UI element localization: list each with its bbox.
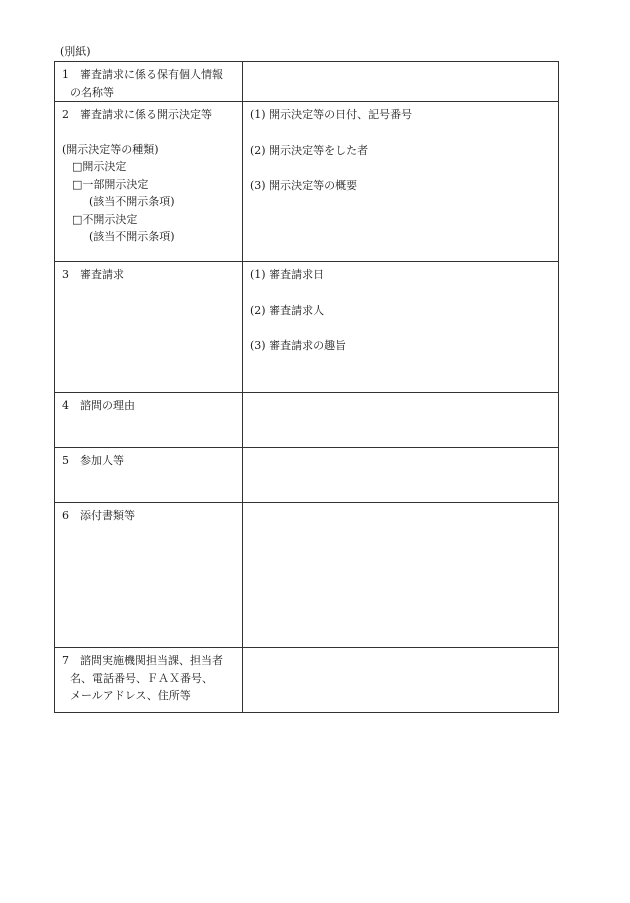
row-2-subitem-2: (2) 開示決定等をした者 [250, 143, 369, 157]
row-3-content-cell [243, 262, 559, 393]
row-3-label-line-1: 3 審査請求 [62, 268, 124, 281]
row-3-subitem-2: (2) 審査請求人 [250, 303, 325, 317]
row-7-label-line-2: 名、電話番号、ＦＡＸ番号、 [70, 671, 213, 685]
row-4-content-cell [243, 393, 559, 448]
row-6-label-line-1: 6 添付書類等 [62, 509, 135, 522]
row-3-label-cell [55, 262, 243, 393]
form-row-1 [55, 62, 559, 102]
consultation-form-table [54, 61, 559, 713]
form-row-6 [55, 503, 559, 648]
row-2-label-cell [55, 102, 243, 262]
partial-nondisclosure-clause-label: (該当不開示条項) [89, 195, 175, 208]
nondisclosure-clause-label: (該当不開示条項) [89, 230, 175, 243]
row-2-content-cell [243, 102, 559, 262]
row-7-label-cell [55, 648, 243, 713]
form-row-2 [55, 102, 559, 262]
form-row-4 [55, 393, 559, 448]
form-row-7 [55, 648, 559, 713]
row-7-label-line-3: メールアドレス、住所等 [70, 689, 191, 702]
row-5-label-cell [55, 448, 243, 503]
row-7-content-cell [243, 648, 559, 713]
row-4-label-line-1: 4 諮問の理由 [62, 399, 135, 412]
row-7-label-line-1: 7 諮問実施機関担当課、担当者 [62, 654, 223, 667]
row-1-label-cell [55, 62, 243, 102]
checkbox-full-disclosure: □開示決定 [72, 160, 127, 173]
form-row-3 [55, 262, 559, 393]
checkbox-nondisclosure: □不開示決定 [72, 212, 138, 226]
row-5-label-line-1: 5 参加人等 [62, 454, 124, 467]
row-1-label-line-1: 1 審査請求に係る保有個人情報 [62, 68, 223, 81]
row-2-label-line-1: 2 審査請求に係る開示決定等 [62, 108, 212, 121]
attachment-label: (別紙) [60, 45, 91, 58]
checkbox-partial-disclosure: □一部開示決定 [72, 177, 149, 191]
row-4-label-cell [55, 393, 243, 448]
row-1-label-line-2: の名称等 [70, 85, 114, 99]
row-2-subitem-1: (1) 開示決定等の日付、記号番号 [250, 108, 413, 121]
row-6-content-cell [243, 503, 559, 648]
row-3-subitem-1: (1) 審査請求日 [250, 268, 325, 281]
row-2-subitem-3: (3) 開示決定等の概要 [250, 179, 358, 192]
row-6-label-cell [55, 503, 243, 648]
row-1-content-cell [243, 62, 559, 102]
row-5-content-cell [243, 448, 559, 503]
disclosure-type-heading: (開示決定等の種類) [62, 142, 159, 156]
row-3-subitem-3: (3) 審査請求の趣旨 [250, 339, 347, 352]
form-row-5 [55, 448, 559, 503]
